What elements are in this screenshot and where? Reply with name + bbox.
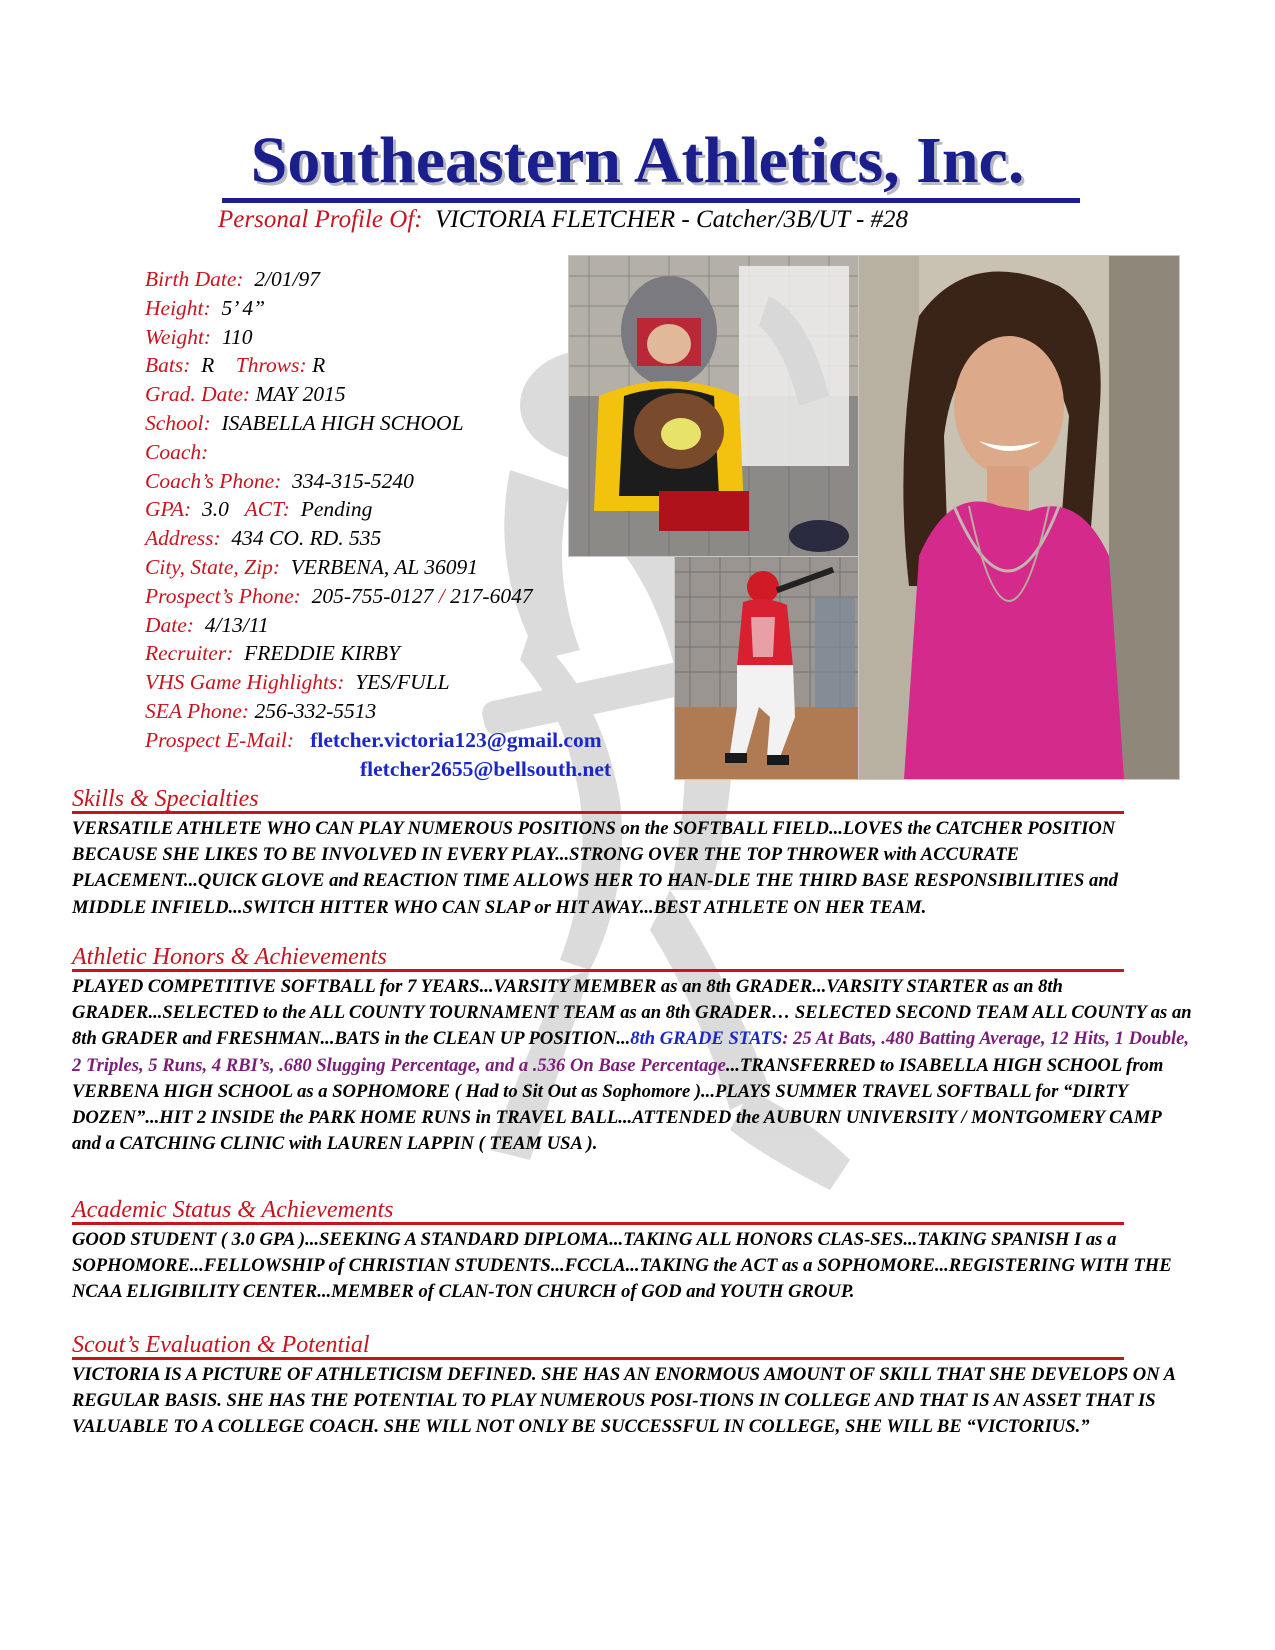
city-state-zip-value: VERBENA, AL 36091	[290, 554, 479, 579]
weight-row: Weight: 110	[145, 324, 253, 349]
weight-value: 110	[221, 324, 253, 349]
scout-body: VICTORIA IS A PICTURE OF ATHLETICISM DEFINED. SHE HAS AN ENORMOUS AMOUNT OF SKILL THAT SHE DEVELOPS ON A REGULAR BASIS. SHE HAS THE POTENTIAL TO PLAY NUMEROUS POSI-TIONS IN COLLEGE AND THAT IS AN ASSET THAT IS VALUABLE TO A COLLEGE COACH. SHE WILL NOT ONLY BE SUCCESSFUL IN COLLEGE, SHE WILL BE “VICTORIUS.”	[72, 1364, 1176, 1438]
school-row: School: ISABELLA HIGH SCHOOL	[145, 410, 464, 435]
email-row: Prospect E-Mail: fletcher.victoria123@gmail.com	[145, 727, 602, 752]
stats-label: 8th GRADE STATS	[630, 1028, 783, 1050]
batter-image	[675, 557, 858, 779]
email-link-1[interactable]: fletcher.victoria123@gmail.com	[310, 727, 602, 752]
coach-phone-row: Coach’s Phone: 334-315-5240	[145, 468, 414, 493]
academic-body: GOOD STUDENT ( 3.0 GPA )...SEEKING A STANDARD DIPLOMA...TAKING ALL HONORS CLAS-SES...TAKING SPANISH I as a SOPHOMORE...FELLOWSHIP of CHRISTIAN STUDENTS...FCCLA...TAKING the ACT as a SOPHOMORE...REGISTERING WITH THE NCAA ELIGIBILITY CENTER...MEMBER of CLAN-TON CHURCH of GOD and YOUTH GROUP.	[72, 1229, 1172, 1303]
catcher-image	[569, 256, 858, 556]
sea-phone-value: 256-332-5513	[254, 698, 377, 723]
title-underline	[222, 198, 1080, 203]
vhs-row: VHS Game Highlights: YES/FULL	[145, 670, 450, 695]
birth-date-value: 2/01/97	[254, 267, 320, 291]
profile-subtitle	[218, 206, 908, 234]
email-row-2	[145, 755, 745, 784]
prospect-phone-row: Prospect’s Phone: 205-755-0127 / 217-6047	[145, 583, 533, 608]
honors-body: PLAYED COMPETITIVE SOFTBALL for 7 YEARS...VARSITY MEMBER as an 8th GRADER...VARSITY STARTER as an 8th GRADER...SELECTED to the ALL COUNTY TOURNAMENT TEAM as an 8th GRADER… SELECTED SECOND TEAM ALL COUNTY as an 8th GRADER and FRESHMAN...BATS in the CLEAN UP POSITION...8th GRADE STATS: 25 At Bats, .480 Batting Average, 12 Hits, 1 Double, 2 Triples, 5 Runs, 4 RBI’s, .680 Slugging Percentage, and a .536 On Base Percentage...TRANSFERRED to ISABELLA HIGH SCHOOL from VERBENA HIGH SCHOOL as a SOPHOMORE ( Had to Sit Out as Sophomore )...PLAYS SUMMER TRAVEL SOFTBALL for “DIRTY DOZEN”...HIT 2 INSIDE the PARK HOME RUNS in TRAVEL BALL...ATTENDED the AUBURN UNIVERSITY / MONTGOMERY CAMP and a CATCHING CLINIC with LAUREN LAPPIN ( TEAM USA ).	[72, 976, 1192, 1155]
honors-heading: Athletic Honors & Achievements	[72, 944, 387, 970]
profile-label: Personal Profile Of:	[218, 206, 423, 233]
address-value: 434 CO. RD. 535	[231, 526, 382, 551]
gpa-act-row: GPA: 3.0 ACT: Pending	[145, 497, 373, 522]
photo-batter	[674, 556, 859, 780]
gpa-value: 3.0	[201, 497, 229, 522]
section-honors	[72, 944, 1192, 1157]
bats-throws-row: Bats: R Throws: R	[145, 353, 326, 378]
grad-date-value: MAY 2015	[255, 382, 346, 407]
recruiter-row: Recruiter: FREDDIE KIRBY	[145, 641, 400, 666]
profile-name: VICTORIA FLETCHER - Catcher/3B/UT - #28	[435, 206, 909, 233]
section-skills	[72, 786, 1192, 921]
birth-date-row: Birth Date: 2/01/97	[145, 267, 320, 291]
date-value: 4/13/11	[204, 612, 269, 637]
bats-value: R	[201, 353, 215, 378]
act-value: Pending	[300, 497, 373, 522]
date-row: Date: 4/13/11	[145, 612, 269, 637]
company-title: Southeastern Athletics, Inc.	[250, 124, 1025, 197]
scout-heading: Scout’s Evaluation & Potential	[72, 1332, 370, 1358]
coach-phone-value: 334-315-5240	[292, 468, 414, 493]
email-link-2[interactable]: fletcher2655@bellsouth.net	[360, 756, 612, 781]
section-academic	[72, 1197, 1192, 1306]
photo-portrait	[858, 255, 1180, 780]
sea-phone-row: SEA Phone: 256-332-5513	[145, 698, 377, 723]
portrait-image	[859, 256, 1179, 779]
section-scout	[72, 1332, 1192, 1441]
skills-body: VERSATILE ATHLETE WHO CAN PLAY NUMEROUS POSITIONS on the SOFTBALL FIELD...LOVES the CATCHER POSITION BECAUSE SHE LIKES TO BE INVOLVED IN EVERY PLAY...STRONG OVER THE TOP THROWER with ACCURATE PLACEMENT...QUICK GLOVE and REACTION TIME ALLOWS HER TO HAN-DLE THE THIRD BASE RESPONSIBILITIES and MIDDLE INFIELD...SWITCH HITTER WHO CAN SLAP or HIT AWAY...BEST ATHLETE ON HER TEAM.	[72, 818, 1118, 918]
throws-value: R	[312, 353, 326, 378]
skills-heading: Skills & Specialties	[72, 786, 259, 812]
school-value: ISABELLA HIGH SCHOOL	[221, 410, 464, 435]
coach-row: Coach:	[145, 439, 209, 464]
height-row: Height: 5’ 4”	[145, 295, 266, 320]
academic-heading: Academic Status & Achievements	[72, 1197, 394, 1223]
city-state-zip-row: City, State, Zip: VERBENA, AL 36091	[145, 554, 479, 579]
prospect-phone-value-2: 217-6047	[450, 583, 533, 608]
height-value: 5’ 4”	[221, 295, 266, 320]
photo-catcher	[568, 255, 859, 557]
recruiter-value: FREDDIE KIRBY	[244, 641, 400, 666]
grad-date-row: Grad. Date: MAY 2015	[145, 382, 346, 407]
prospect-phone-value: 205-755-0127	[311, 583, 434, 608]
address-row: Address: 434 CO. RD. 535	[145, 526, 382, 551]
stats-text: : 25 At Bats, .480 Batting Average, 12 Hits, 1 Double, 2 Triples, 5 Runs, 4 RBI’s, .680 Slugging Percentage, and a .536 On Base Percentage	[72, 1028, 1190, 1076]
vhs-value: YES/FULL	[355, 670, 450, 695]
